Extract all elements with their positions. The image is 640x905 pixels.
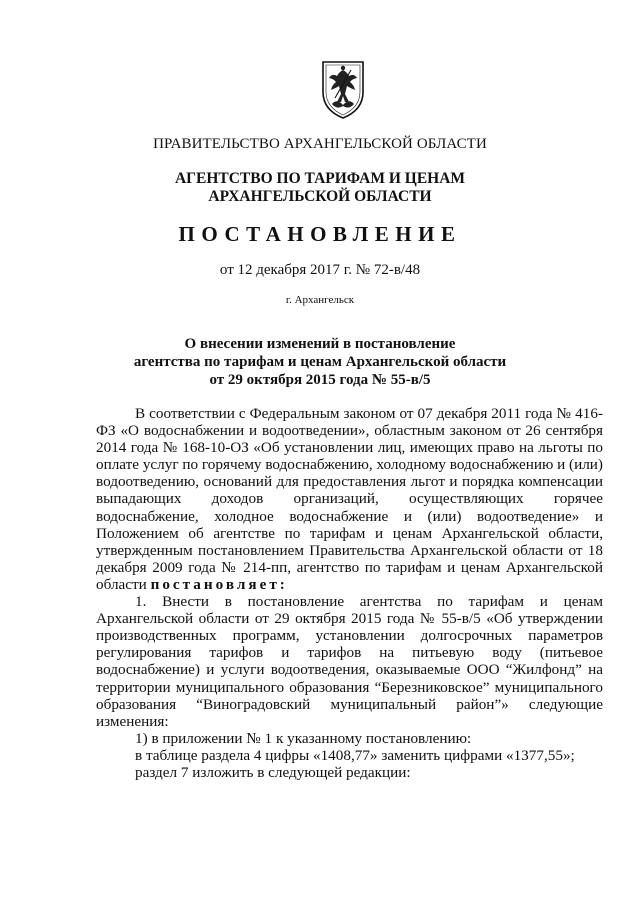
preamble-paragraph [96, 405, 603, 593]
document-title-line1: О внесении изменений в постановление [184, 336, 456, 352]
document-title-line3: от 29 октября 2015 года № 55-в/5 [209, 372, 431, 388]
list-item-3: раздел 7 изложить в следующей редакции: [135, 763, 411, 781]
document-body [96, 405, 603, 781]
clause-1-paragraph: 1. Внести в постановление агентства по тарифам и ценам Архангельской области от 29 октября 2015 года № 55-в/5 «Об утверждении производственных программ, установлении долгосрочных параметров регулирования тарифов и тарифов на питьевую воду (питьевое водоснабжение) и услуги водоотведения, оказываемые ООО “Жилфонд” на территории муниципального образования “Березниковское” муниципального образования “Виноградовский муниципальный район”» следующие изменения: [96, 593, 603, 730]
agency-name-line1: АГЕНТСТВО ПО ТАРИФАМ И ЦЕНАМ [174, 170, 466, 187]
resolves-keyword: постановляет: [150, 575, 288, 593]
document-type: ПОСТАНОВЛЕНИЕ [178, 222, 462, 246]
list-item-2: в таблице раздела 4 цифры «1408,77» заменить цифрами «1377,55»; [135, 746, 575, 764]
coat-of-arms-icon [315, 58, 371, 120]
list-item-1: 1) в приложении № 1 к указанному постановлению: [135, 729, 472, 747]
document-city: г. Архангельск [285, 294, 355, 306]
document-title-line2: агентства по тарифам и ценам Архангельской области [133, 354, 507, 370]
preamble-text: В соответствии с Федеральным законом от 07 декабря 2011 года № 416-ФЗ «О водоснабжении и водоотведении», областным законом от 26 сентября 2014 года № 168-10-ОЗ «Об установлении лиц, имеющих право на льготы по оплате услуг по горячему водоснабжению, холодному водоснабжению и (или) водоотведению, оснований для предоставления льгот и порядка компенсации выпадающих доходов организаций, осуществляющих горячее водоснабжение, холодное водоснабжение и (или) водоотведение» и Положением об агентстве по тарифам и ценам Архангельской области, утвержденным постановлением Правительства Архангельской области от 18 декабря 2009 года № 214-пп, агентство по тарифам и ценам Архангельской области [96, 405, 603, 593]
agency-name-line2: АРХАНГЕЛЬСКОЙ ОБЛАСТИ [208, 188, 432, 205]
government-name: ПРАВИТЕЛЬСТВО АРХАНГЕЛЬСКОЙ ОБЛАСТИ [153, 136, 487, 152]
document-date-number: от 12 декабря 2017 г. № 72-в/48 [219, 262, 421, 278]
